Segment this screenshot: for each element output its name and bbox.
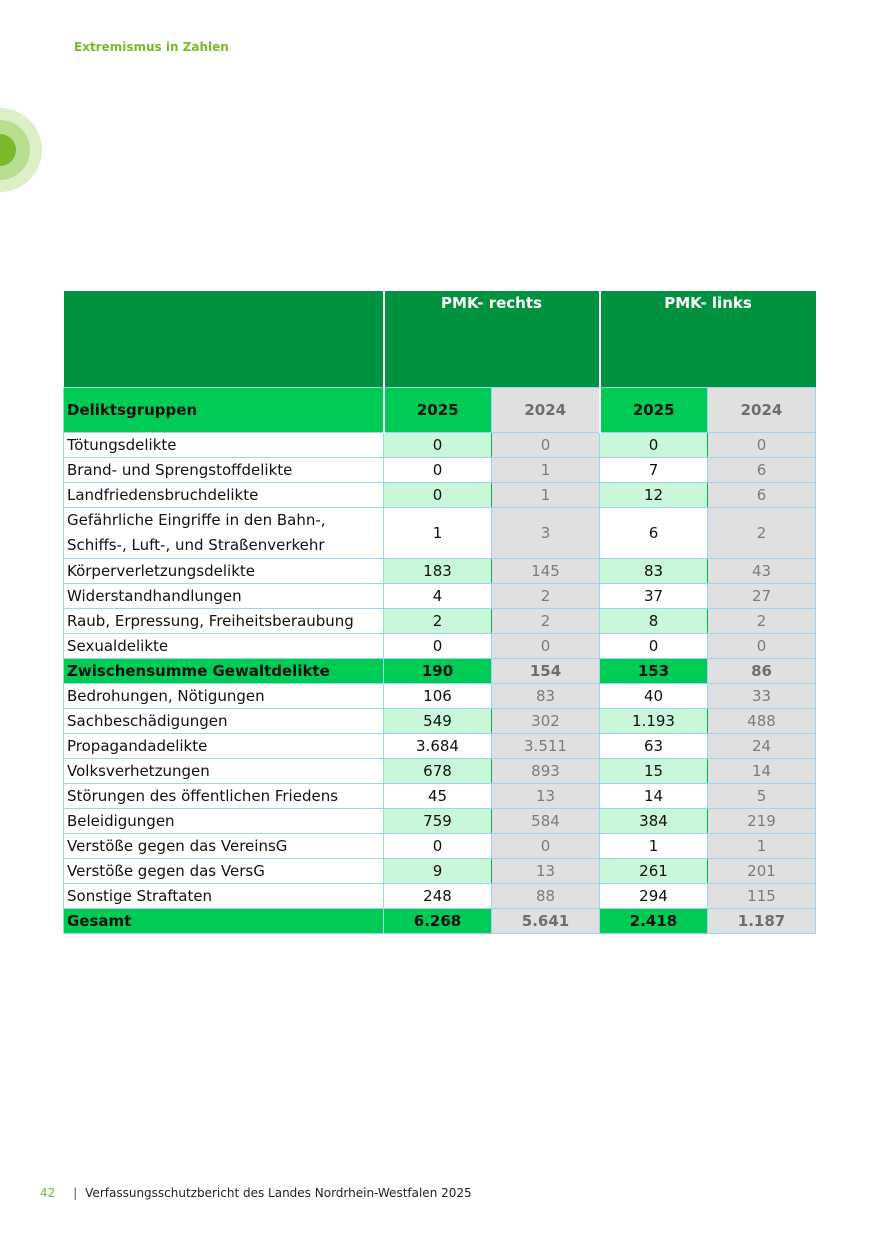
column-label-deliktsgruppen: Deliktsgruppen: [64, 388, 384, 433]
value-links-2024: 27: [708, 584, 816, 609]
value-links-2025: 37: [600, 584, 708, 609]
row-label-text: Propagandadelikte: [67, 737, 208, 755]
row-label: [64, 909, 384, 934]
row-label-text: Gefährliche Eingriffe in den Bahn-,: [67, 511, 326, 529]
value-links-2024: 1: [708, 834, 816, 859]
row-label-text: Bedrohungen, Nötigungen: [67, 687, 265, 705]
row-label-text: Körperverletzungsdelikte: [67, 562, 256, 580]
value-rechts-2025: 1: [384, 508, 492, 559]
value-rechts-2024: 0: [492, 634, 600, 659]
row-label: [64, 483, 384, 508]
value-rechts-2025: 0: [384, 834, 492, 859]
value-links-2025: 2.418: [600, 909, 708, 934]
value-links-2025: 1.193: [600, 709, 708, 734]
row-label-text: Sonstige Straftaten: [67, 887, 213, 905]
year-links-2025: 2025: [600, 388, 708, 433]
value-links-2024: 6: [708, 483, 816, 508]
value-links-2025: 384: [600, 809, 708, 834]
group-header-row: [64, 291, 816, 388]
value-links-2025: 6: [600, 508, 708, 559]
value-links-2025: 0: [600, 433, 708, 458]
value-links-2024: 115: [708, 884, 816, 909]
row-label-text: Landfriedensbruchdelikte: [67, 486, 259, 504]
value-links-2024: 2: [708, 609, 816, 634]
row-label: [64, 884, 384, 909]
table-body: [64, 433, 816, 934]
table-row: [64, 684, 816, 709]
row-label: [64, 709, 384, 734]
section-label: Extremismus in Zahlen: [74, 40, 229, 54]
row-label: [64, 859, 384, 884]
footer-separator: |: [73, 1186, 78, 1200]
value-rechts-2024: 893: [492, 759, 600, 784]
value-rechts-2024: 3.511: [492, 734, 600, 759]
value-rechts-2024: 5.641: [492, 909, 600, 934]
row-label: [64, 508, 384, 559]
value-rechts-2025: 45: [384, 784, 492, 809]
value-links-2024: 1.187: [708, 909, 816, 934]
value-rechts-2025: 678: [384, 759, 492, 784]
value-links-2025: 7: [600, 458, 708, 483]
value-rechts-2024: 88: [492, 884, 600, 909]
value-rechts-2024: 302: [492, 709, 600, 734]
table-row: [64, 709, 816, 734]
value-links-2024: 86: [708, 659, 816, 684]
table-row: [64, 859, 816, 884]
row-label-text: Widerstandhandlungen: [67, 587, 242, 605]
row-label-text: Sexualdelikte: [67, 637, 169, 655]
value-links-2025: 12: [600, 483, 708, 508]
table-row: [64, 483, 816, 508]
row-label: [64, 609, 384, 634]
table-row: [64, 458, 816, 483]
value-rechts-2025: 549: [384, 709, 492, 734]
row-label-text: Sachbeschädigungen: [67, 712, 228, 730]
table-row: [64, 784, 816, 809]
table-row: [64, 609, 816, 634]
group-header-rechts: PMK- rechts: [384, 291, 600, 388]
footer-title: Verfassungsschutzbericht des Landes Nordrhein-Westfalen 2025: [85, 1186, 472, 1200]
value-rechts-2025: 6.268: [384, 909, 492, 934]
value-rechts-2025: 4: [384, 584, 492, 609]
value-rechts-2025: 190: [384, 659, 492, 684]
value-rechts-2024: 3: [492, 508, 600, 559]
value-links-2025: 14: [600, 784, 708, 809]
row-label: [64, 433, 384, 458]
row-label: [64, 584, 384, 609]
year-rechts-2024: 2024: [492, 388, 600, 433]
table-row: [64, 584, 816, 609]
table-row: [64, 834, 816, 859]
header-blank-cell: [64, 291, 384, 388]
row-label: [64, 559, 384, 584]
pmk-statistics-table: [63, 291, 816, 934]
table-row: [64, 884, 816, 909]
value-links-2025: 153: [600, 659, 708, 684]
value-rechts-2025: 0: [384, 458, 492, 483]
value-rechts-2025: 2: [384, 609, 492, 634]
value-rechts-2024: 0: [492, 433, 600, 458]
table-row: [64, 508, 816, 559]
table-row: [64, 909, 816, 934]
value-links-2024: 488: [708, 709, 816, 734]
page-footer: [40, 1186, 472, 1200]
group-header-links: PMK- links: [600, 291, 816, 388]
row-label-text: Zwischensumme Gewaltdelikte: [67, 662, 330, 680]
row-label: [64, 784, 384, 809]
row-label-text: Gesamt: [67, 912, 132, 930]
value-links-2024: 24: [708, 734, 816, 759]
value-links-2024: 2: [708, 508, 816, 559]
value-rechts-2024: 1: [492, 458, 600, 483]
value-links-2025: 63: [600, 734, 708, 759]
row-label: [64, 809, 384, 834]
value-links-2024: 5: [708, 784, 816, 809]
value-links-2025: 40: [600, 684, 708, 709]
value-rechts-2024: 154: [492, 659, 600, 684]
value-links-2024: 43: [708, 559, 816, 584]
year-links-2024: 2024: [708, 388, 816, 433]
value-rechts-2025: 759: [384, 809, 492, 834]
value-rechts-2024: 2: [492, 609, 600, 634]
year-rechts-2025: 2025: [384, 388, 492, 433]
value-rechts-2024: 584: [492, 809, 600, 834]
value-links-2024: 33: [708, 684, 816, 709]
row-label-text: Volksverhetzungen: [67, 762, 210, 780]
table-row: [64, 759, 816, 784]
value-rechts-2025: 183: [384, 559, 492, 584]
row-label: [64, 734, 384, 759]
page-number: 42: [40, 1186, 56, 1200]
value-links-2025: 83: [600, 559, 708, 584]
table-row: [64, 634, 816, 659]
table-row: [64, 433, 816, 458]
value-rechts-2025: 106: [384, 684, 492, 709]
row-label: [64, 759, 384, 784]
value-links-2024: 219: [708, 809, 816, 834]
value-rechts-2025: 248: [384, 884, 492, 909]
value-links-2024: 14: [708, 759, 816, 784]
value-links-2025: 8: [600, 609, 708, 634]
value-rechts-2024: 13: [492, 859, 600, 884]
row-label: [64, 684, 384, 709]
row-label-text-line2: Schiffs-, Luft-, und Straßenverkehr: [67, 536, 325, 554]
value-rechts-2025: 0: [384, 433, 492, 458]
value-links-2024: 6: [708, 458, 816, 483]
table-row: [64, 659, 816, 684]
value-links-2025: 1: [600, 834, 708, 859]
value-rechts-2024: 145: [492, 559, 600, 584]
row-label: [64, 659, 384, 684]
row-label: [64, 834, 384, 859]
year-header-row: [64, 388, 816, 433]
value-links-2024: 201: [708, 859, 816, 884]
row-label-text: Raub, Erpressung, Freiheitsberaubung: [67, 612, 354, 630]
value-rechts-2024: 83: [492, 684, 600, 709]
value-links-2025: 0: [600, 634, 708, 659]
row-label-text: Störungen des öffentlichen Friedens: [67, 787, 339, 805]
value-links-2025: 15: [600, 759, 708, 784]
value-rechts-2025: 0: [384, 483, 492, 508]
value-rechts-2024: 2: [492, 584, 600, 609]
decorative-circles: [0, 108, 42, 192]
row-label-text: Brand- und Sprengstoffdelikte: [67, 461, 293, 479]
value-links-2024: 0: [708, 433, 816, 458]
row-label: [64, 458, 384, 483]
value-rechts-2024: 0: [492, 834, 600, 859]
row-label-text: Verstöße gegen das VereinsG: [67, 837, 288, 855]
value-rechts-2025: 3.684: [384, 734, 492, 759]
value-rechts-2024: 13: [492, 784, 600, 809]
value-links-2025: 261: [600, 859, 708, 884]
row-label-text: Tötungsdelikte: [67, 436, 177, 454]
value-rechts-2025: 9: [384, 859, 492, 884]
row-label-text: Verstöße gegen das VersG: [67, 862, 265, 880]
value-links-2025: 294: [600, 884, 708, 909]
table-row: [64, 559, 816, 584]
table-row: [64, 734, 816, 759]
value-links-2024: 0: [708, 634, 816, 659]
value-rechts-2025: 0: [384, 634, 492, 659]
value-rechts-2024: 1: [492, 483, 600, 508]
table-row: [64, 809, 816, 834]
row-label: [64, 634, 384, 659]
row-label-text: Beleidigungen: [67, 812, 175, 830]
